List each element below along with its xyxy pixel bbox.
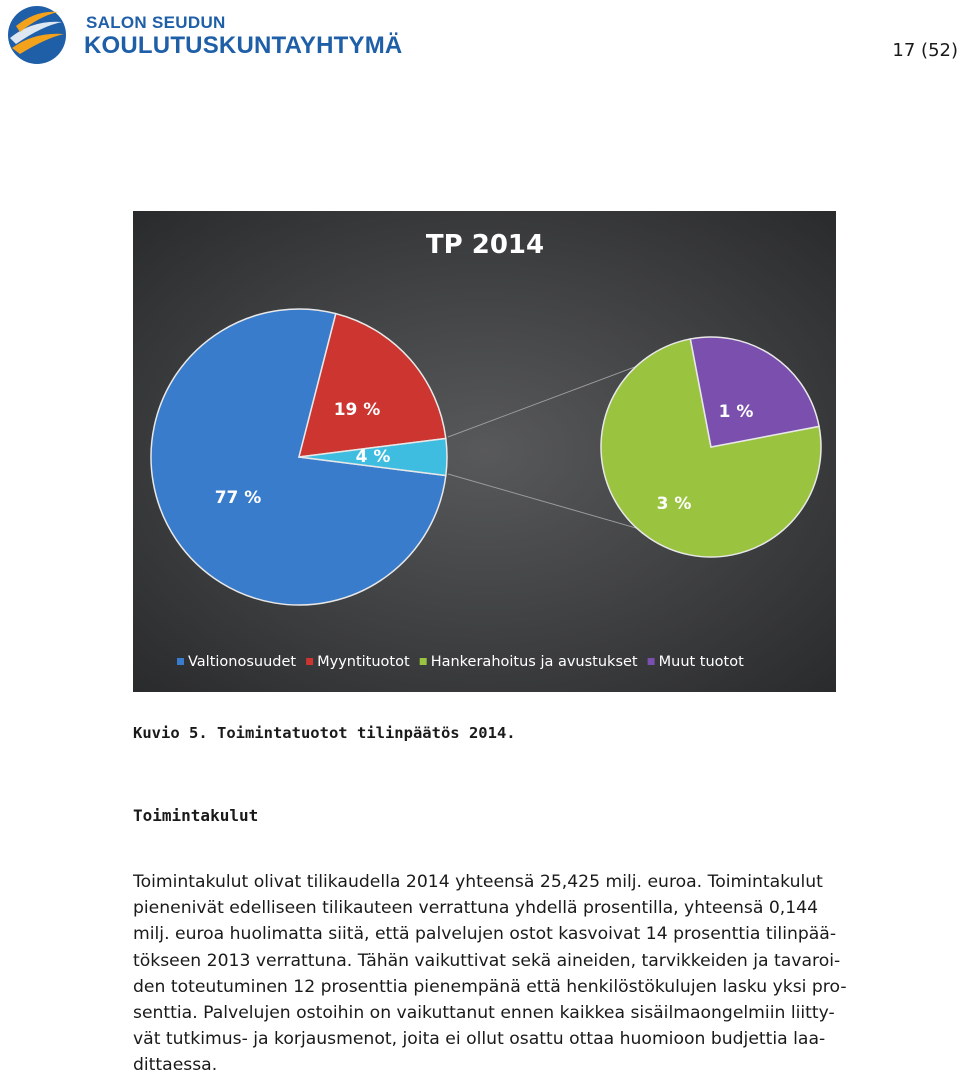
body-line: Toimintakulut olivat tilikaudella 2014 yhteensä 25,425 milj. euroa. Toimintakulut — [133, 872, 823, 892]
logo-text-line1: SALON SEUDUN — [86, 13, 226, 32]
legend-item: Myyntituotot — [317, 654, 410, 670]
legend-swatch — [420, 658, 427, 665]
legend-swatch — [177, 658, 184, 665]
legend-item: Valtionosuudet — [188, 654, 297, 670]
data-label-4: 4 % — [355, 447, 391, 467]
body-line: vät tutkimus- ja korjausmenot, joita ei ollut osattu ottaa huomioon budjettia laa- — [133, 1029, 826, 1050]
data-label-19: 19 % — [333, 400, 381, 420]
data-label-1: 1 % — [718, 402, 754, 422]
pie-chart — [133, 211, 836, 692]
logo-emblem-icon — [6, 4, 70, 66]
chart-title: TP 2014 — [425, 230, 545, 260]
data-label-77: 77 % — [214, 488, 262, 508]
page-number: 17 (52) — [892, 40, 958, 61]
body-paragraph — [133, 869, 943, 1079]
legend-swatch — [306, 658, 313, 665]
legend-item: Muut tuotot — [658, 654, 744, 670]
body-line: pienenivät edelliseen tilikauteen verrattuna yhdellä prosentilla, yhteensä 0,144 — [133, 898, 819, 919]
logo-text-line2: KOULUTUSKUNTAYHTYMÄ — [84, 32, 403, 59]
legend-item: Hankerahoitus ja avustukset — [430, 654, 638, 670]
body-line: dittaessa. — [133, 1055, 218, 1076]
body-line: tökseen 2013 verrattuna. Tähän vaikuttivat sekä aineiden, tarvikkeiden ja tavaroi- — [133, 950, 841, 971]
figure-caption: Kuvio 5. Toimintatuotot tilinpäätös 2014. — [133, 724, 516, 742]
pie-chart-svg — [133, 211, 836, 692]
data-label-3: 3 % — [656, 494, 692, 514]
body-line: senttia. Palvelujen ostoihin on vaikuttanut ennen kaikkea sisäilmaongelmiin liitty- — [133, 1003, 835, 1024]
legend-swatch — [648, 658, 655, 665]
organization-logo — [6, 4, 456, 66]
body-line: milj. euroa huolimatta siitä, että palvelujen ostot kasvoivat 14 prosenttia tilinpää- — [133, 924, 837, 945]
body-line: den toteutuminen 12 prosenttia pienempänä että henkilöstökulujen lasku yksi pro- — [133, 976, 847, 997]
section-heading: Toimintakulut — [133, 806, 259, 825]
